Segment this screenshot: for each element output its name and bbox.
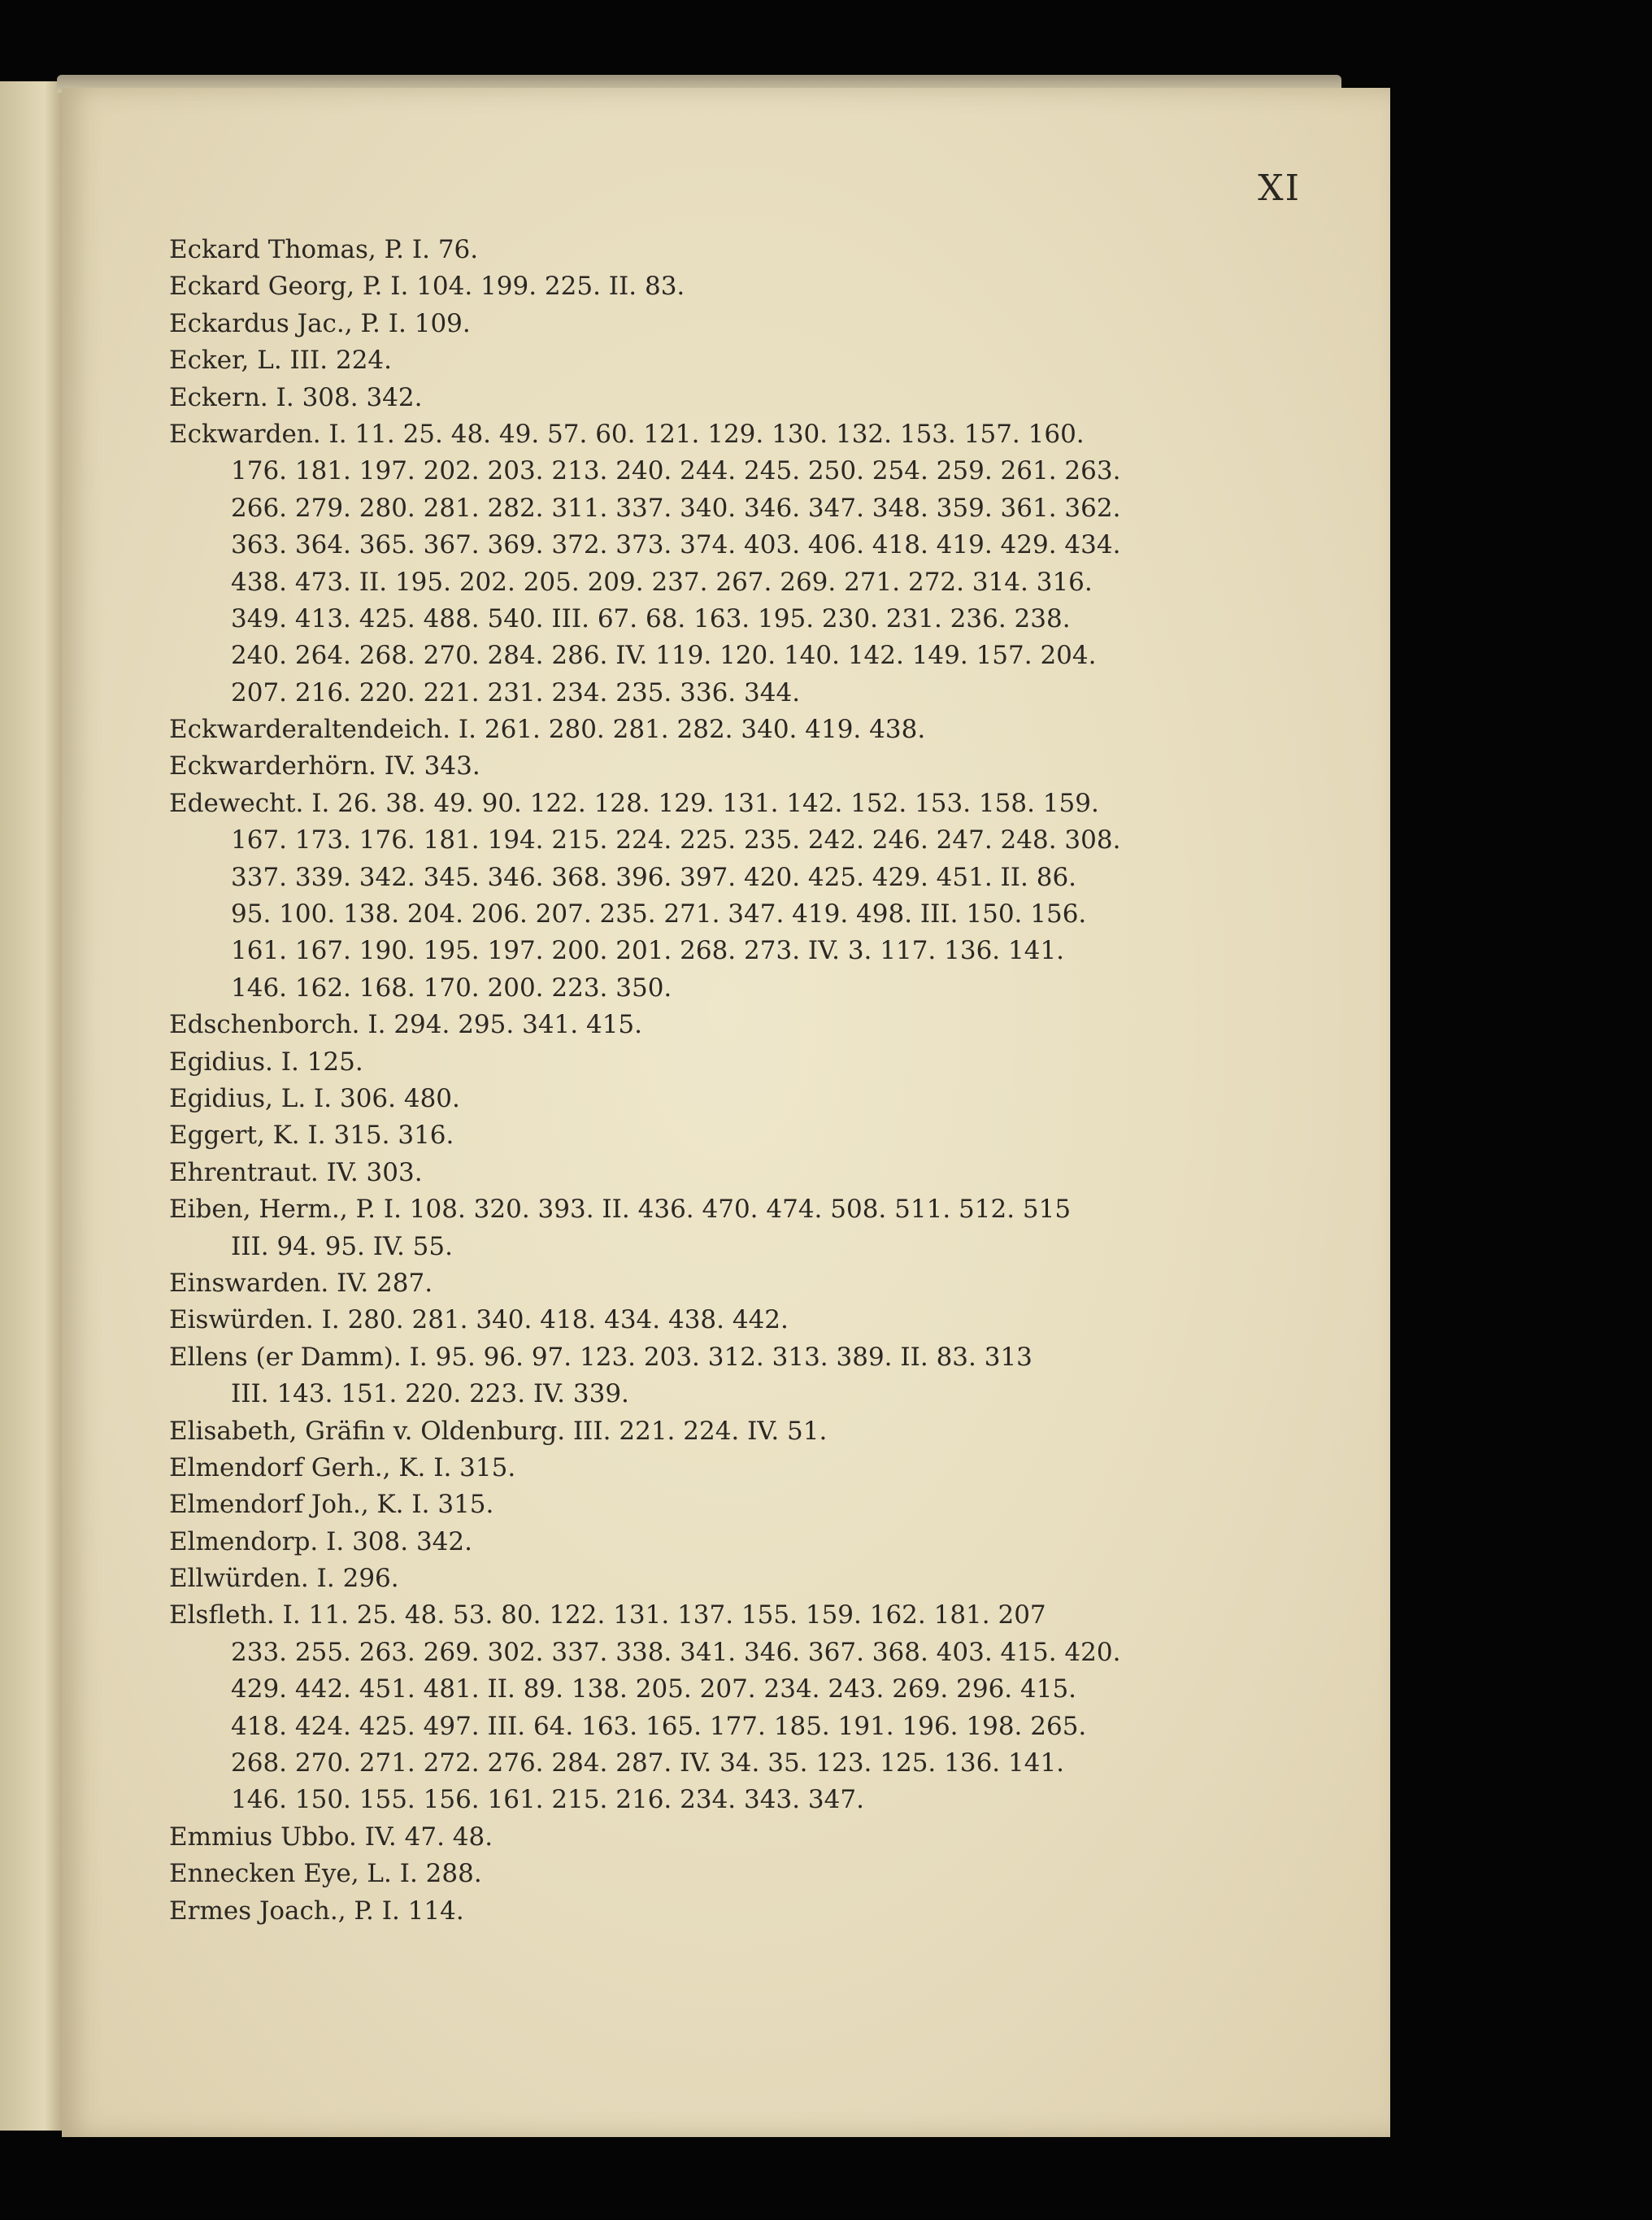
index-continuation-line: 337. 339. 342. 345. 346. 368. 396. 397. 420. 425. 429. 451. II. 86. [231, 862, 1077, 892]
index-continuation-line: 429. 442. 451. 481. II. 89. 138. 205. 207. 234. 243. 269. 296. 415. [231, 1674, 1077, 1704]
index-entry: Eckwarderhörn. IV. 343. [169, 751, 480, 781]
index-entry: Eggert, K. I. 315. 316. [169, 1121, 454, 1151]
index-continuation-line: 438. 473. II. 195. 202. 205. 209. 237. 267. 269. 271. 272. 314. 316. [231, 567, 1093, 597]
index-entry: Edschenborch. I. 294. 295. 341. 415. [169, 1010, 642, 1040]
index-entry: Ennecken Eye, L. I. 288. [169, 1859, 482, 1889]
index-continuation-line: 146. 162. 168. 170. 200. 223. 350. [231, 973, 672, 1003]
index-continuation-line: 146. 150. 155. 156. 161. 215. 216. 234. 343. 347. [231, 1785, 864, 1815]
index-continuation-line: 266. 279. 280. 281. 282. 311. 337. 340. 346. 347. 348. 359. 361. 362. [231, 493, 1121, 523]
index-continuation-line: 167. 173. 176. 181. 194. 215. 224. 225. 235. 242. 246. 247. 248. 308. [231, 825, 1121, 855]
index-entry: Edewecht. I. 26. 38. 49. 90. 122. 128. 129. 131. 142. 152. 153. 158. 159. [169, 788, 1099, 818]
index-entry: Egidius, L. I. 306. 480. [169, 1083, 460, 1113]
index-continuation-line: 240. 264. 268. 270. 284. 286. IV. 119. 120. 140. 142. 149. 157. 204. [231, 641, 1097, 671]
index-entry: Elmendorp. I. 308. 342. [169, 1526, 472, 1556]
index-continuation-line: 176. 181. 197. 202. 203. 213. 240. 244. 245. 250. 254. 259. 261. 263. [231, 456, 1121, 486]
index-continuation-line: 418. 424. 425. 497. III. 64. 163. 165. 177. 185. 191. 196. 198. 265. [231, 1711, 1087, 1741]
index-continuation-line: 207. 216. 220. 221. 231. 234. 235. 336. 344. [231, 677, 801, 707]
index-entry: Eckern. I. 308. 342. [169, 382, 423, 412]
index-entry: Ellwürden. I. 296. [169, 1564, 399, 1594]
index-entry: Elmendorf Gerh., K. I. 315. [169, 1452, 516, 1482]
index-entry: Elisabeth, Gräfin v. Oldenburg. III. 221. 224. IV. 51. [169, 1416, 828, 1446]
index-entry: Emmius Ubbo. IV. 47. 48. [169, 1822, 493, 1852]
index-continuation-line: 349. 413. 425. 488. 540. III. 67. 68. 163. 195. 230. 231. 236. 238. [231, 603, 1071, 633]
index-entry: Ermes Joach., P. I. 114. [169, 1896, 464, 1926]
page-number: XI [1258, 168, 1301, 209]
index-entry: Eckwarden. I. 11. 25. 48. 49. 57. 60. 121. 129. 130. 132. 153. 157. 160. [169, 419, 1085, 449]
index-continuation-line: III. 143. 151. 220. 223. IV. 339. [231, 1379, 629, 1409]
index-entry: Eckwarderaltendeich. I. 261. 280. 281. 282. 340. 419. 438. [169, 715, 926, 745]
index-entry: Ecker, L. III. 224. [169, 346, 393, 376]
index-entry: Elmendorf Joh., K. I. 315. [169, 1490, 494, 1520]
index-continuation-line: 161. 167. 190. 195. 197. 200. 201. 268. 273. IV. 3. 117. 136. 141. [231, 936, 1065, 966]
index-continuation-line: 363. 364. 365. 367. 369. 372. 373. 374. 403. 406. 418. 419. 429. 434. [231, 530, 1121, 560]
index-list [169, 232, 1307, 1930]
index-entry: Eckard Thomas, P. I. 76. [169, 235, 479, 264]
left-page-edge [0, 81, 66, 2131]
index-entry: Eckard Georg, P. I. 104. 199. 225. II. 83. [169, 272, 685, 302]
index-entry: Ellens (er Damm). I. 95. 96. 97. 123. 203. 312. 313. 389. II. 83. 313 [169, 1342, 1032, 1372]
book-page [62, 88, 1390, 2137]
index-entry: Ehrentraut. IV. 303. [169, 1157, 423, 1187]
index-entry: Eiswürden. I. 280. 281. 340. 418. 434. 438. 442. [169, 1305, 789, 1335]
index-continuation-line: 233. 255. 263. 269. 302. 337. 338. 341. 346. 367. 368. 403. 415. 420. [231, 1637, 1121, 1667]
index-entry: Eckardus Jac., P. I. 109. [169, 308, 471, 338]
index-continuation-line: 95. 100. 138. 204. 206. 207. 235. 271. 347. 419. 498. III. 150. 156. [231, 899, 1087, 929]
index-entry: Eiben, Herm., P. I. 108. 320. 393. II. 436. 470. 474. 508. 511. 512. 515 [169, 1195, 1072, 1225]
index-entry: Egidius. I. 125. [169, 1047, 363, 1077]
index-entry: Elsfleth. I. 11. 25. 48. 53. 80. 122. 131. 137. 155. 159. 162. 181. 207 [169, 1600, 1046, 1630]
index-entry: Einswarden. IV. 287. [169, 1268, 433, 1298]
index-continuation-line: III. 94. 95. IV. 55. [231, 1231, 453, 1261]
index-continuation-line: 268. 270. 271. 272. 276. 284. 287. IV. 34. 35. 123. 125. 136. 141. [231, 1748, 1065, 1778]
